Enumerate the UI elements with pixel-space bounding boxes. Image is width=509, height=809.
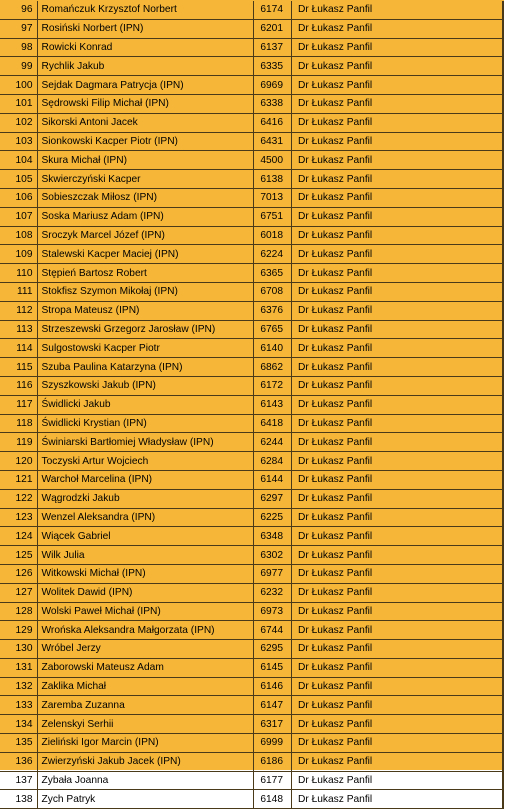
table-row: [0, 301, 503, 320]
supervisor-name: Dr Łukasz Panfil: [292, 790, 504, 809]
table-row: [0, 282, 503, 301]
row-number: 108: [0, 226, 37, 245]
student-name: Wrońska Aleksandra Małgorzata (IPN): [37, 621, 253, 640]
supervisor-name: Dr Łukasz Panfil: [292, 170, 504, 189]
student-name: Stropa Mateusz (IPN): [37, 301, 253, 320]
student-name: Szyszkowski Jakub (IPN): [37, 376, 253, 395]
student-code: 6365: [253, 264, 287, 283]
row-number: 107: [0, 207, 37, 226]
row-number: 131: [0, 658, 37, 677]
student-name: Wolski Paweł Michał (IPN): [37, 602, 253, 621]
supervisor-name: Dr Łukasz Panfil: [292, 132, 504, 151]
table-row: [0, 207, 503, 226]
student-name: Rychlik Jakub: [37, 57, 253, 76]
supervisor-name: Dr Łukasz Panfil: [292, 527, 504, 546]
table-row: [0, 640, 503, 659]
student-code: 6969: [253, 76, 287, 95]
table-row: [0, 395, 503, 414]
table-row: [0, 94, 503, 113]
student-name: Świniarski Bartłomiej Władysław (IPN): [37, 433, 253, 452]
row-number: 128: [0, 602, 37, 621]
student-name: Rosiński Norbert (IPN): [37, 19, 253, 38]
table-row: [0, 489, 503, 508]
student-code: 6765: [253, 320, 287, 339]
student-name: Zaklika Michał: [37, 677, 253, 696]
student-name: Zieliński Igor Marcin (IPN): [37, 734, 253, 753]
supervisor-name: Dr Łukasz Panfil: [292, 226, 504, 245]
student-table: [0, 1, 504, 809]
table-row: [0, 320, 503, 339]
table-row: [0, 57, 503, 76]
student-name: Skura Michał (IPN): [37, 151, 253, 170]
supervisor-name: Dr Łukasz Panfil: [292, 734, 504, 753]
student-name: Sroczyk Marcel Józef (IPN): [37, 226, 253, 245]
student-name: Wróbel Jerzy: [37, 640, 253, 659]
row-number: 133: [0, 696, 37, 715]
row-number: 113: [0, 320, 37, 339]
table-row: [0, 38, 503, 57]
row-number: 99: [0, 57, 37, 76]
student-code: 6317: [253, 715, 287, 734]
row-number: 103: [0, 132, 37, 151]
table-row: [0, 696, 503, 715]
supervisor-name: Dr Łukasz Panfil: [292, 1, 504, 19]
row-number: 127: [0, 583, 37, 602]
student-code: 6147: [253, 696, 287, 715]
table-row: [0, 264, 503, 283]
student-name: Sędrowski Filip Michał (IPN): [37, 94, 253, 113]
row-number: 109: [0, 245, 37, 264]
student-code: 6416: [253, 113, 287, 132]
student-code: 6744: [253, 621, 287, 640]
student-code: 6295: [253, 640, 287, 659]
row-number: 138: [0, 790, 37, 809]
student-code: 6302: [253, 546, 287, 565]
row-number: 119: [0, 433, 37, 452]
table-row: [0, 358, 503, 377]
row-number: 114: [0, 339, 37, 358]
supervisor-name: Dr Łukasz Panfil: [292, 658, 504, 677]
row-number: 125: [0, 546, 37, 565]
student-name: Wągrodzki Jakub: [37, 489, 253, 508]
table-row: [0, 658, 503, 677]
student-name: Toczyski Artur Wojciech: [37, 452, 253, 471]
row-number: 102: [0, 113, 37, 132]
supervisor-name: Dr Łukasz Panfil: [292, 470, 504, 489]
student-name: Sionkowski Kacper Piotr (IPN): [37, 132, 253, 151]
student-code: 6232: [253, 583, 287, 602]
supervisor-name: Dr Łukasz Panfil: [292, 282, 504, 301]
student-code: 6174: [253, 1, 287, 19]
student-code: 6201: [253, 19, 287, 38]
student-name: Stalewski Kacper Maciej (IPN): [37, 245, 253, 264]
student-name: Romańczuk Krzysztof Norbert: [37, 1, 253, 19]
supervisor-name: Dr Łukasz Panfil: [292, 583, 504, 602]
row-number: 98: [0, 38, 37, 57]
supervisor-name: Dr Łukasz Panfil: [292, 752, 504, 771]
student-name: Świdlicki Krystian (IPN): [37, 414, 253, 433]
table-row: [0, 752, 503, 771]
supervisor-name: Dr Łukasz Panfil: [292, 320, 504, 339]
student-name: Sulgostowski Kacper Piotr: [37, 339, 253, 358]
supervisor-name: Dr Łukasz Panfil: [292, 489, 504, 508]
table-row: [0, 527, 503, 546]
student-name: Wenzel Aleksandra (IPN): [37, 508, 253, 527]
table-row: [0, 508, 503, 527]
table-row: [0, 734, 503, 753]
student-code: 6297: [253, 489, 287, 508]
row-number: 126: [0, 564, 37, 583]
table-row: [0, 132, 503, 151]
student-name: Zwierzyński Jakub Jacek (IPN): [37, 752, 253, 771]
student-name: Zelenskyi Serhii: [37, 715, 253, 734]
supervisor-name: Dr Łukasz Panfil: [292, 452, 504, 471]
table-row: [0, 546, 503, 565]
supervisor-name: Dr Łukasz Panfil: [292, 508, 504, 527]
row-number: 112: [0, 301, 37, 320]
row-number: 96: [0, 1, 37, 19]
table-row: [0, 226, 503, 245]
student-name: Wolitek Dawid (IPN): [37, 583, 253, 602]
student-name: Sikorski Antoni Jacek: [37, 113, 253, 132]
row-number: 124: [0, 527, 37, 546]
row-number: 122: [0, 489, 37, 508]
student-name: Wilk Julia: [37, 546, 253, 565]
student-name: Zaremba Zuzanna: [37, 696, 253, 715]
supervisor-name: Dr Łukasz Panfil: [292, 433, 504, 452]
student-code: 6418: [253, 414, 287, 433]
student-name: Stokfisz Szymon Mikołaj (IPN): [37, 282, 253, 301]
supervisor-name: Dr Łukasz Panfil: [292, 113, 504, 132]
row-number: 117: [0, 395, 37, 414]
table-row: [0, 771, 503, 790]
student-code: 6708: [253, 282, 287, 301]
student-name: Świdlicki Jakub: [37, 395, 253, 414]
supervisor-name: Dr Łukasz Panfil: [292, 640, 504, 659]
student-code: 6431: [253, 132, 287, 151]
student-code: 6338: [253, 94, 287, 113]
supervisor-name: Dr Łukasz Panfil: [292, 76, 504, 95]
row-number: 134: [0, 715, 37, 734]
student-name: Strzeszewski Grzegorz Jarosław (IPN): [37, 320, 253, 339]
row-number: 106: [0, 188, 37, 207]
table-row: [0, 151, 503, 170]
supervisor-name: Dr Łukasz Panfil: [292, 207, 504, 226]
supervisor-name: Dr Łukasz Panfil: [292, 771, 504, 790]
student-code: 6999: [253, 734, 287, 753]
student-code: 6146: [253, 677, 287, 696]
student-name: Rowicki Konrad: [37, 38, 253, 57]
table-row: [0, 113, 503, 132]
row-number: 116: [0, 376, 37, 395]
table-row: [0, 715, 503, 734]
row-number: 105: [0, 170, 37, 189]
student-code: 6018: [253, 226, 287, 245]
student-code: 6177: [253, 771, 287, 790]
row-number: 111: [0, 282, 37, 301]
student-name: Stępień Bartosz Robert: [37, 264, 253, 283]
student-table-body: [0, 1, 503, 809]
table-row: [0, 677, 503, 696]
student-name: Skwierczyński Kacper: [37, 170, 253, 189]
student-code: 6145: [253, 658, 287, 677]
row-number: 115: [0, 358, 37, 377]
student-code: 6348: [253, 527, 287, 546]
table-row: [0, 170, 503, 189]
table-row: [0, 76, 503, 95]
supervisor-name: Dr Łukasz Panfil: [292, 358, 504, 377]
table-row: [0, 790, 503, 809]
student-code: 6186: [253, 752, 287, 771]
supervisor-name: Dr Łukasz Panfil: [292, 19, 504, 38]
supervisor-name: Dr Łukasz Panfil: [292, 188, 504, 207]
table-row: [0, 376, 503, 395]
student-name: Zych Patryk: [37, 790, 253, 809]
supervisor-name: Dr Łukasz Panfil: [292, 602, 504, 621]
supervisor-name: Dr Łukasz Panfil: [292, 339, 504, 358]
student-code: 6225: [253, 508, 287, 527]
row-number: 100: [0, 76, 37, 95]
row-number: 137: [0, 771, 37, 790]
student-code: 6977: [253, 564, 287, 583]
table-row: [0, 188, 503, 207]
row-number: 110: [0, 264, 37, 283]
row-number: 135: [0, 734, 37, 753]
row-number: 121: [0, 470, 37, 489]
table-row: [0, 414, 503, 433]
student-name: Witkowski Michał (IPN): [37, 564, 253, 583]
row-number: 104: [0, 151, 37, 170]
student-code: 6148: [253, 790, 287, 809]
row-number: 123: [0, 508, 37, 527]
table-row: [0, 1, 503, 19]
table-row: [0, 19, 503, 38]
row-number: 97: [0, 19, 37, 38]
supervisor-name: Dr Łukasz Panfil: [292, 151, 504, 170]
student-code: 6244: [253, 433, 287, 452]
supervisor-name: Dr Łukasz Panfil: [292, 621, 504, 640]
student-code: 6335: [253, 57, 287, 76]
row-number: 118: [0, 414, 37, 433]
student-name: Warchoł Marcelina (IPN): [37, 470, 253, 489]
supervisor-name: Dr Łukasz Panfil: [292, 376, 504, 395]
table-row: [0, 583, 503, 602]
student-code: 7013: [253, 188, 287, 207]
student-name: Szuba Paulina Katarzyna (IPN): [37, 358, 253, 377]
table-row: [0, 245, 503, 264]
student-name: Sejdak Dagmara Patrycja (IPN): [37, 76, 253, 95]
supervisor-name: Dr Łukasz Panfil: [292, 94, 504, 113]
student-code: 6376: [253, 301, 287, 320]
supervisor-name: Dr Łukasz Panfil: [292, 264, 504, 283]
supervisor-name: Dr Łukasz Panfil: [292, 301, 504, 320]
table-row: [0, 339, 503, 358]
student-name: Wiącek Gabriel: [37, 527, 253, 546]
supervisor-name: Dr Łukasz Panfil: [292, 715, 504, 734]
supervisor-name: Dr Łukasz Panfil: [292, 395, 504, 414]
student-code: 6751: [253, 207, 287, 226]
student-code: 6862: [253, 358, 287, 377]
table-row: [0, 452, 503, 471]
table-row: [0, 602, 503, 621]
row-number: 136: [0, 752, 37, 771]
supervisor-name: Dr Łukasz Panfil: [292, 38, 504, 57]
student-code: 6143: [253, 395, 287, 414]
student-code: 6973: [253, 602, 287, 621]
student-code: 6138: [253, 170, 287, 189]
row-number: 132: [0, 677, 37, 696]
supervisor-name: Dr Łukasz Panfil: [292, 245, 504, 264]
supervisor-name: Dr Łukasz Panfil: [292, 414, 504, 433]
supervisor-name: Dr Łukasz Panfil: [292, 564, 504, 583]
student-code: 6137: [253, 38, 287, 57]
row-number: 101: [0, 94, 37, 113]
student-code: 6140: [253, 339, 287, 358]
student-name: Soska Mariusz Adam (IPN): [37, 207, 253, 226]
student-code: 6172: [253, 376, 287, 395]
supervisor-name: Dr Łukasz Panfil: [292, 57, 504, 76]
student-name: Sobieszczak Miłosz (IPN): [37, 188, 253, 207]
student-name: Zaborowski Mateusz Adam: [37, 658, 253, 677]
student-name: Zybała Joanna: [37, 771, 253, 790]
row-number: 120: [0, 452, 37, 471]
table-row: [0, 564, 503, 583]
supervisor-name: Dr Łukasz Panfil: [292, 677, 504, 696]
table-row: [0, 621, 503, 640]
table-row: [0, 470, 503, 489]
student-code: 6144: [253, 470, 287, 489]
student-code: 6284: [253, 452, 287, 471]
supervisor-name: Dr Łukasz Panfil: [292, 696, 504, 715]
student-code: 4500: [253, 151, 287, 170]
row-number: 129: [0, 621, 37, 640]
supervisor-name: Dr Łukasz Panfil: [292, 546, 504, 565]
student-code: 6224: [253, 245, 287, 264]
row-number: 130: [0, 640, 37, 659]
table-row: [0, 433, 503, 452]
